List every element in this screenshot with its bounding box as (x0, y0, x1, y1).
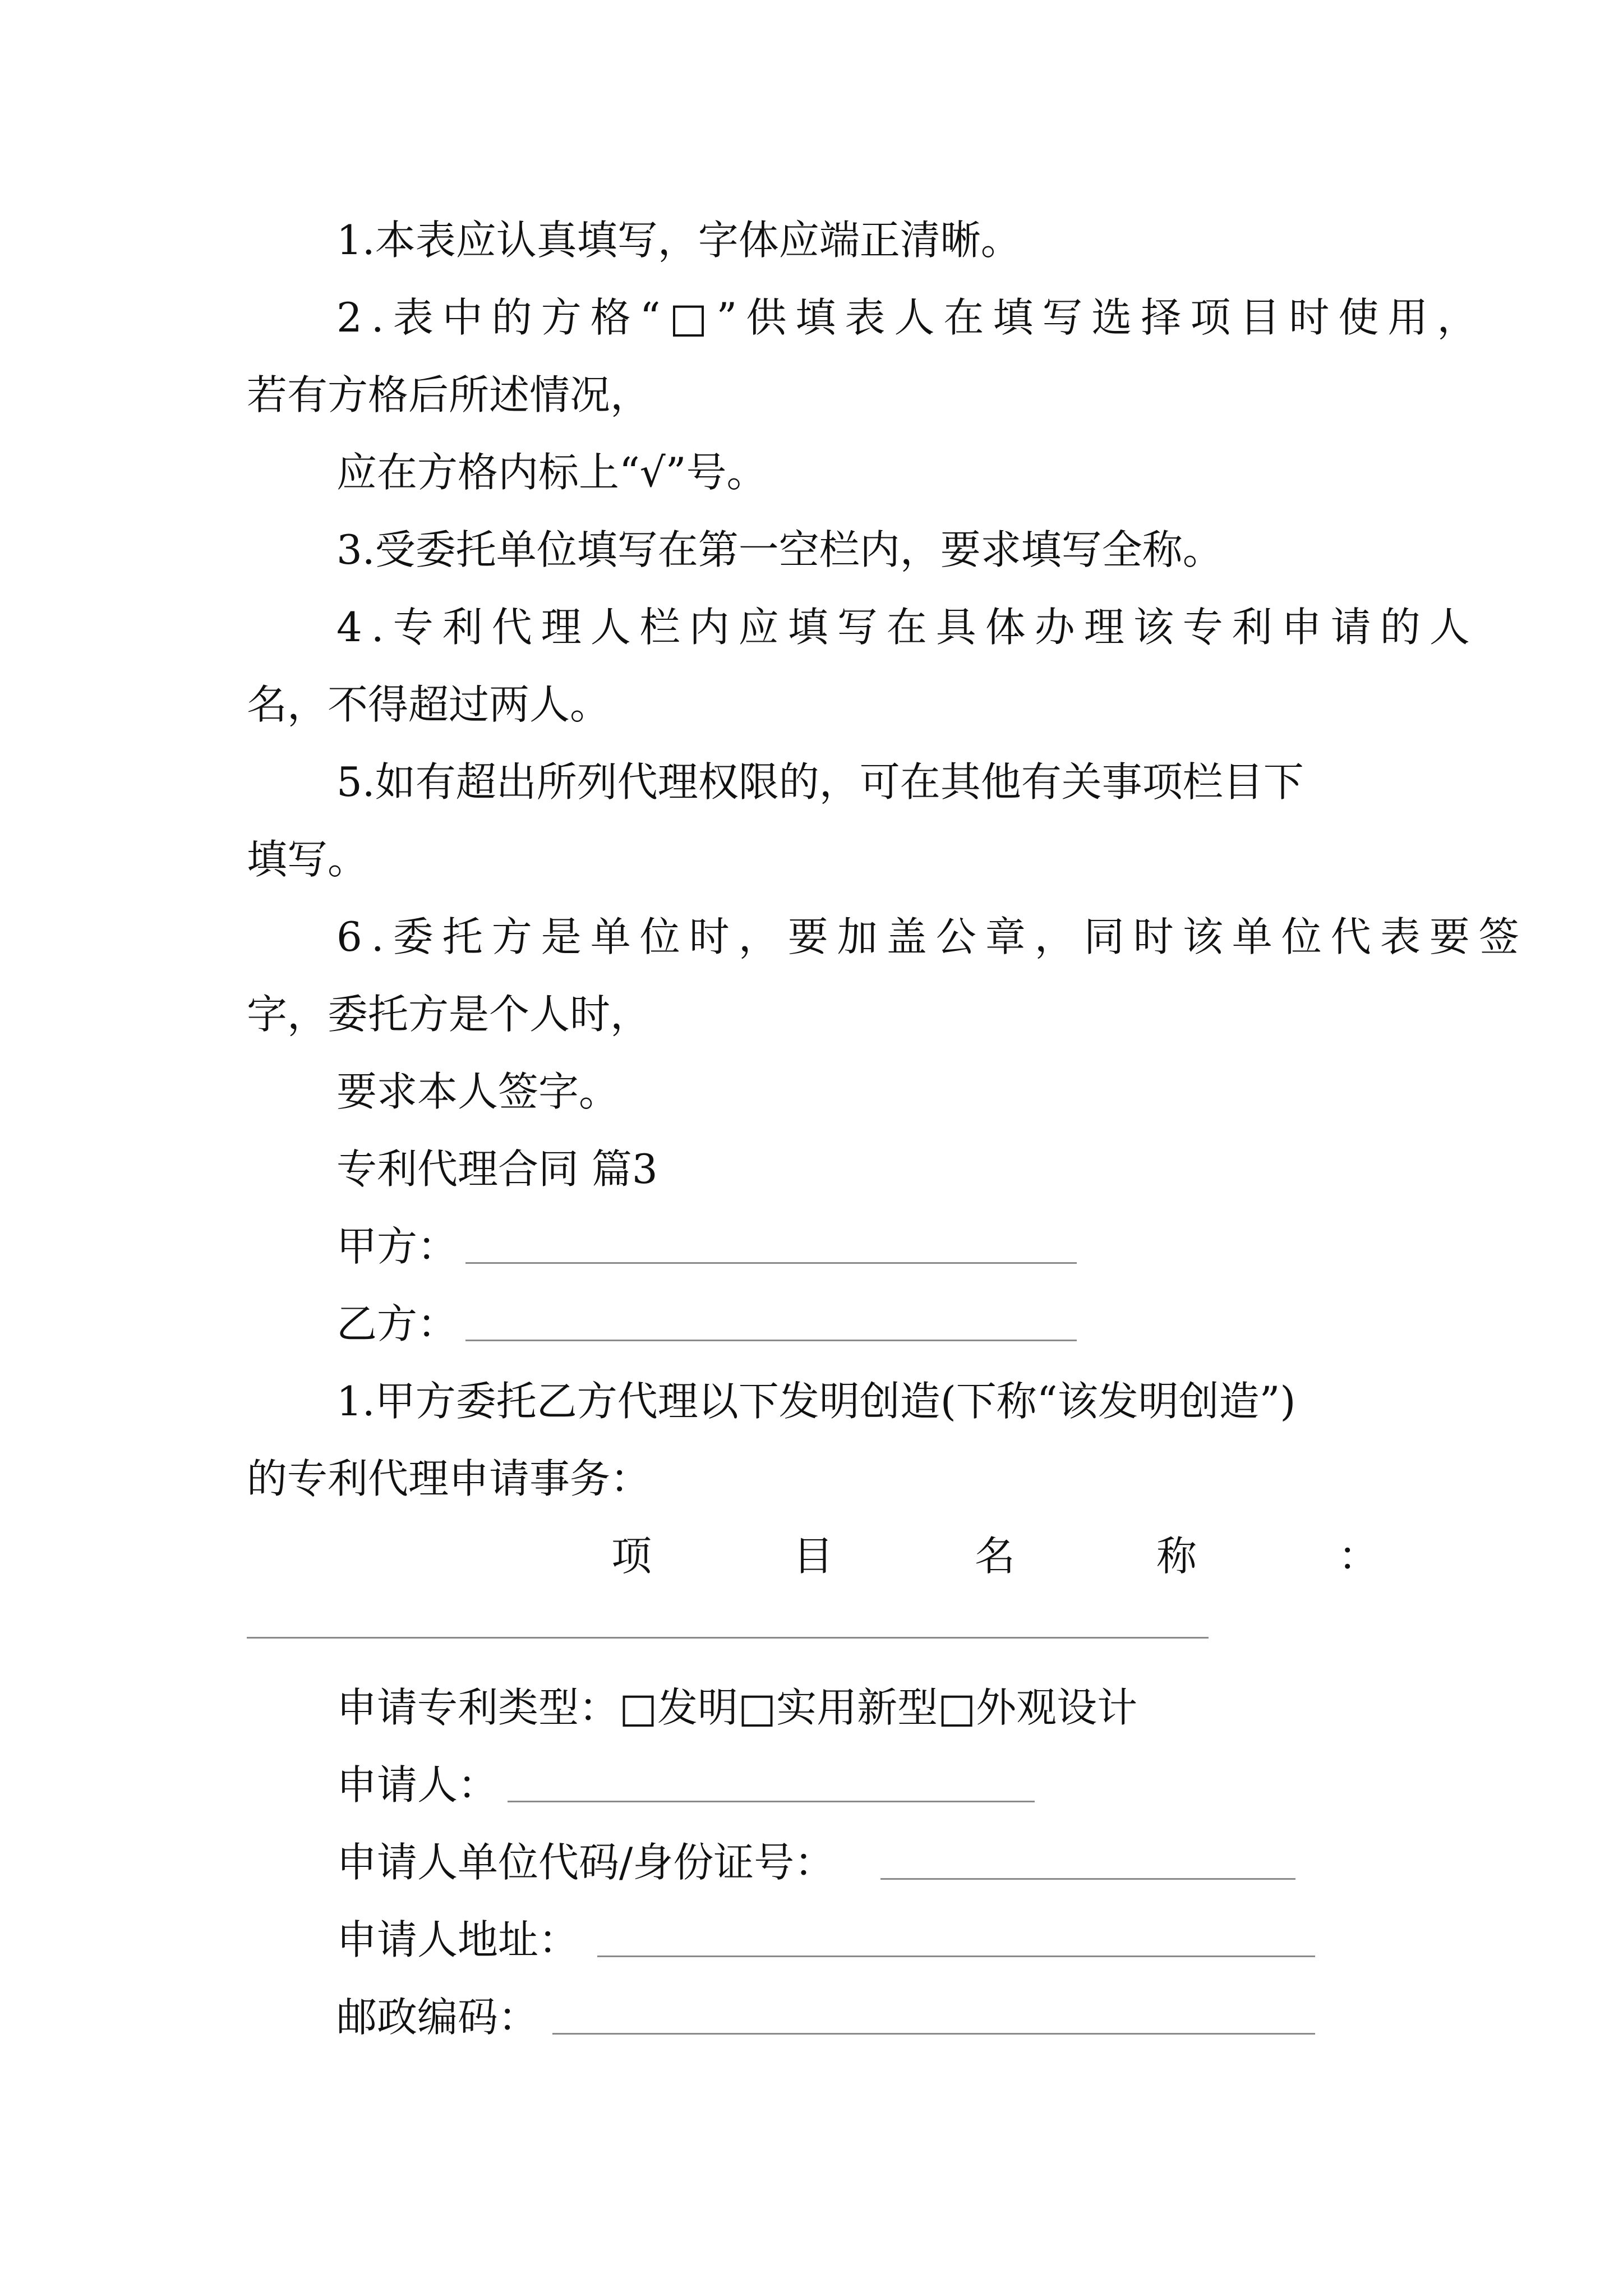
applicant-address-blank[interactable] (597, 1955, 1315, 1957)
instruction-1: 1.本表应认真填写，字体应端正清晰。 (336, 217, 1021, 264)
project-name-blank[interactable] (247, 1637, 1209, 1639)
project-name-char-2: 目 (793, 1533, 834, 1580)
instruction-5-cont: 填写。 (247, 836, 368, 883)
project-name-char-3: 名 (975, 1533, 1016, 1580)
party-a-label: 甲方： (336, 1223, 458, 1270)
project-name-char-4: 称 (1156, 1533, 1197, 1580)
instruction-4: 4.专利代理人栏内应填写在具体办理该专利申请的人 (336, 604, 1479, 651)
party-b-blank[interactable] (465, 1340, 1077, 1341)
project-name-colon: ： (1338, 1533, 1379, 1580)
patent-type-design-option[interactable]: □外观设计 (938, 1684, 1138, 1731)
applicant-code-label: 申请人单位代码/身份证号： (336, 1839, 835, 1886)
instruction-2: 2.表中的方格“□”供填表人在填写选择项目时使用， (336, 294, 1487, 341)
clause-1-cont: 的专利代理申请事务： (247, 1455, 651, 1502)
instruction-6: 6.委托方是单位时，要加盖公章，同时该单位代表要签 (336, 913, 1528, 960)
applicant-code-blank[interactable] (880, 1878, 1295, 1880)
instruction-6-cont2: 要求本人签字。 (336, 1068, 620, 1115)
applicant-address-label: 申请人地址： (336, 1916, 579, 1963)
instruction-5: 5.如有超出所列代理权限的，可在其他有关事项栏目下 (336, 758, 1304, 806)
clause-1: 1.甲方委托乙方代理以下发明创造(下称“该发明创造”) (336, 1378, 1296, 1425)
instruction-4-cont: 名，不得超过两人。 (247, 681, 611, 728)
applicant-label: 申请人： (336, 1761, 499, 1809)
instruction-2-cont: 若有方格后所述情况， (247, 371, 651, 418)
party-b-label: 乙方： (336, 1300, 458, 1347)
postal-code-blank[interactable] (552, 2033, 1315, 2035)
instruction-6-cont: 字，委托方是个人时， (247, 991, 651, 1038)
party-a-blank[interactable] (465, 1262, 1077, 1264)
applicant-blank[interactable] (508, 1801, 1035, 1802)
instruction-2-cont2: 应在方格内标上“√”号。 (336, 449, 767, 496)
project-name-label (0, 1533, 1623, 1581)
project-name-char-1: 项 (611, 1533, 652, 1580)
postal-code-label: 邮政编码： (336, 1994, 539, 2041)
patent-type-row (336, 1684, 1138, 1731)
patent-type-label: 申请专利类型： (336, 1684, 620, 1731)
patent-type-invention-option[interactable]: □发明 (619, 1684, 739, 1731)
instruction-3: 3.受委托单位填写在第一空栏内，要求填写全称。 (336, 526, 1223, 573)
contract-heading: 专利代理合同 篇3 (336, 1145, 658, 1193)
patent-type-utility-option[interactable]: □实用新型 (738, 1684, 938, 1731)
